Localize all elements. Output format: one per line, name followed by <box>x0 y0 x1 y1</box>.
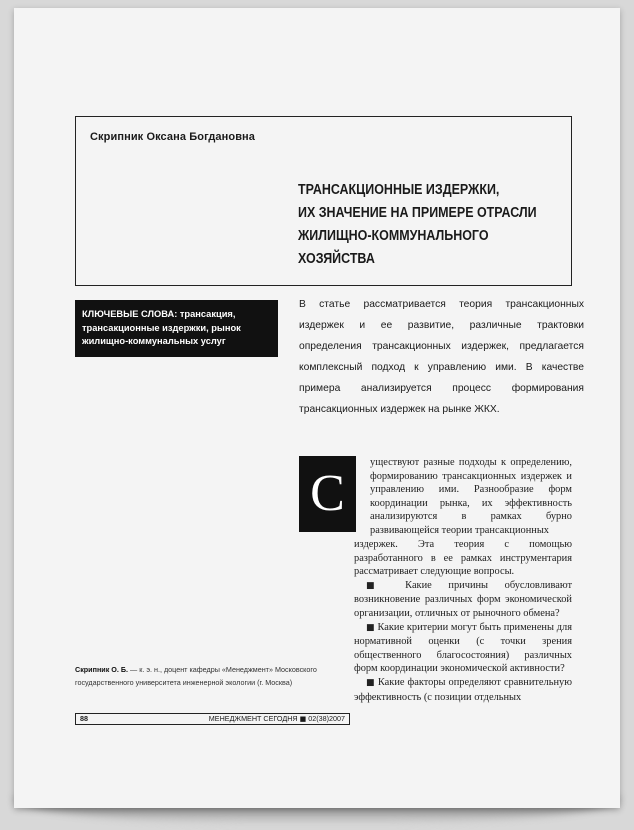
bullet-square-icon: ■ <box>366 622 375 633</box>
author-name: Скрипник Оксана Богдановна <box>90 131 256 143</box>
bullet-square-icon: ■ <box>366 580 389 591</box>
page-number: 88 <box>80 714 88 723</box>
body-paragraph: издержек. Эта теория с помощью разработанного в ее рамках инструментария рассматривает следующие вопросы. <box>354 539 572 578</box>
drop-cap: С <box>299 456 356 532</box>
journal-issue: 02(38)2007 <box>308 714 345 723</box>
article-title-line: ХОЗЯЙСТВА <box>298 251 375 267</box>
article-title-line: ИХ ЗНАЧЕНИЕ НА ПРИМЕРЕ ОТРАСЛИ <box>298 205 537 221</box>
separator-square-icon: ■ <box>299 715 307 723</box>
question-item <box>354 676 572 704</box>
article-title-line: ЖИЛИЩНО-КОММУНАЛЬНОГО <box>298 228 489 244</box>
bullet-square-icon: ■ <box>366 677 375 688</box>
body-main <box>354 538 572 704</box>
question-item <box>354 621 572 676</box>
author-footnote <box>75 664 350 689</box>
journal-info <box>209 714 345 724</box>
title-frame <box>75 116 572 286</box>
question-text: Какие факторы определяют сравнительную эффективность (с позиции отдельных <box>354 676 572 703</box>
question-text: Какие критерии могут быть применены для нормативной оценки (с точки зрения общественного благосостояния) различных форм координации экономической активности? <box>354 621 572 675</box>
abstract-text: В статье рассматривается теория трансакционных издержек и ее развитие, различные трактовки определения трансакционных издержек, предлагается комплексный подход к управлению ими. В качестве примера анализируется процесс формирования трансакционных издержек на рынке ЖКХ. <box>299 299 584 415</box>
page-footer <box>75 713 350 725</box>
question-text: Какие причины обусловливают возникновение различных форм экономической организации, отличных от рыночного обмена? <box>354 579 572 619</box>
question-item <box>354 579 572 621</box>
journal-name: МЕНЕДЖМЕНТ СЕГОДНЯ <box>208 714 298 723</box>
footnote-author: Скрипник О. Б. <box>75 665 129 674</box>
article-title <box>298 179 537 271</box>
document-page <box>14 8 620 808</box>
keywords-box: КЛЮЧЕВЫЕ СЛОВА: трансакция, трансакционные издержки, рынок жилищно-коммунальных услуг <box>75 300 278 357</box>
article-title-line: ТРАНСАКЦИОННЫЕ ИЗДЕРЖКИ, <box>298 182 500 198</box>
body-intro-narrow <box>370 456 572 538</box>
body-paragraph: уществуют разные подходы к определению, формированию трансакционных издержек и управлению ими. Разнообразие форм координации рынка, их эффективность анализируются в рамках бурно развивающейся теории трансакционных <box>370 457 572 536</box>
footnote-text: — к. э. н., доцент кафедры «Менеджмент» Московского государственного университета инженерной экологии (г. Москва) <box>75 665 317 687</box>
abstract <box>299 294 584 420</box>
